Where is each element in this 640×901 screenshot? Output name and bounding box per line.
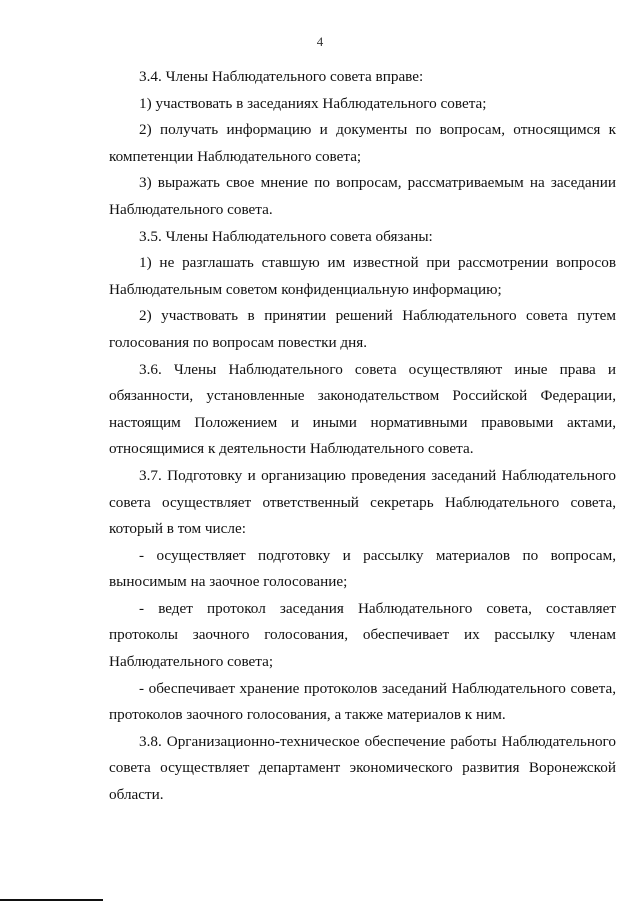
document-body xyxy=(109,64,616,809)
paragraph-3-5-item-1: 1) не разглашать ставшую им известной при рассмотрении вопросов Наблюдательным советом конфиденциальную информацию; xyxy=(109,254,616,298)
paragraph-3-4: 3.4. Члены Наблюдательного совета вправе: xyxy=(139,68,424,85)
paragraph-3-4-item-1: 1) участвовать в заседаниях Наблюдательного совета; xyxy=(139,94,487,112)
paragraph-3-5-item-2: 2) участвовать в принятии решений Наблюдательного совета путем голосования по вопросам повестки дня. xyxy=(109,307,616,351)
paragraph-3-4-item-3: 3) выражать свое мнение по вопросам, рассматриваемым на заседании Наблюдательного совета. xyxy=(109,174,616,218)
paragraph-3-7-bullet-2: - ведет протокол заседания Наблюдательного совета, составляет протоколы заочного голосования, обеспечивает их рассылку членам Наблюдательного совета; xyxy=(109,599,616,671)
paragraph-3-7-bullet-1: - осуществляет подготовку и рассылку материалов по вопросам, выносимым на заочное голосование; xyxy=(109,546,616,591)
page-number: 4 xyxy=(316,34,324,49)
paragraph-3-7: 3.7. Подготовку и организацию проведения заседаний Наблюдательного совета осуществляет ответственный секретарь Наблюдательного совета, который в том числе: xyxy=(109,466,616,538)
paragraph-3-8: 3.8. Организационно-техническое обеспечение работы Наблюдательного совета осуществляет департамент экономического развития Воронежской области. xyxy=(109,732,616,804)
paragraph-3-7-bullet-3: - обеспечивает хранение протоколов заседаний Наблюдательного совета, протоколов заочного голосования, а также материалов к ним. xyxy=(109,679,616,724)
paragraph-3-6: 3.6. Члены Наблюдательного совета осуществляют иные права и обязанности, установленные законодательством Российской Федерации, настоящим Положением и иными нормативными правовыми актами, относящимися к деятельности Наблюдательного совета. xyxy=(109,360,616,458)
paragraph-3-4-item-2: 2) получать информацию и документы по вопросам, относящимся к компетенции Наблюдательного совета; xyxy=(109,121,616,165)
paragraph-3-5: 3.5. Члены Наблюдательного совета обязаны: xyxy=(139,227,433,245)
